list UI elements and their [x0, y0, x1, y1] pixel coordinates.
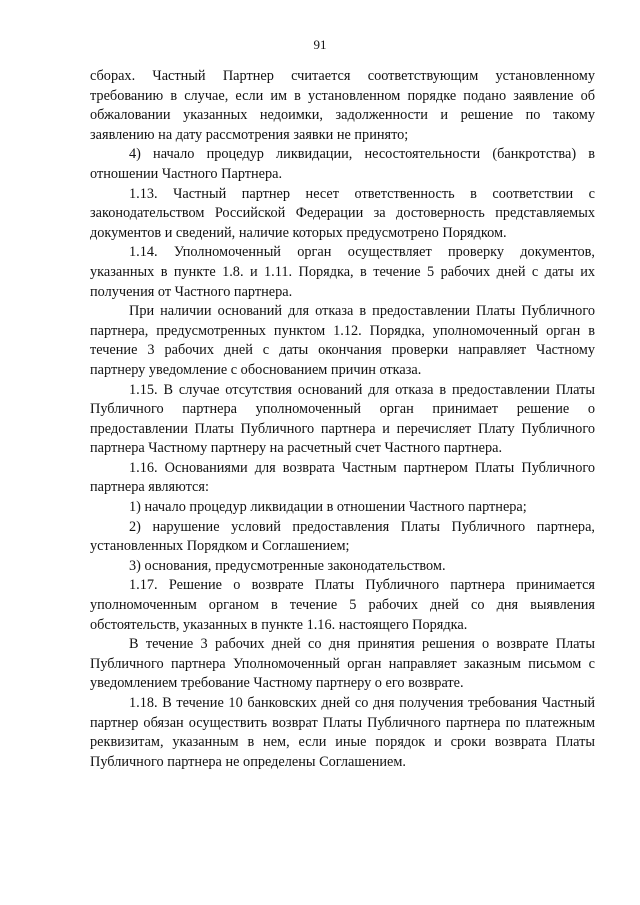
- paragraph-1-13: 1.13. Частный партнер несет ответственность в соответствии с законодательством Российской Федерации за достоверность представляемых документов и сведений, наличие которых предусмотрено Порядком.: [90, 185, 595, 241]
- paragraph-ground-2: 2) нарушение условий предоставления Платы Публичного партнера, установленных Порядком и Соглашением;: [90, 518, 595, 555]
- paragraph-1-16: 1.16. Основаниями для возврата Частным партнером Платы Публичного партнера являются:: [90, 459, 595, 496]
- paragraph-1-15: 1.15. В случае отсутствия оснований для отказа в предоставлении Платы Публичного партнера уполномоченный орган принимает решение о предоставлении Платы Публичного партнера и перечисляет Плату Публичного партнера Частному партнеру на расчетный счет Частного партнера.: [90, 381, 595, 457]
- paragraph-ground-3: 3) основания, предусмотренные законодательством.: [129, 557, 446, 574]
- paragraph-refusal: При наличии оснований для отказа в предоставлении Платы Публичного партнера, предусмотренных пунктом 1.12. Порядка, уполномоченный орган в течение 3 рабочих дней с даты окончания проверки направляет Частному партнеру уведомление с обоснованием причин отказа.: [90, 303, 595, 378]
- document-body: [90, 67, 595, 772]
- page-number: 91: [313, 37, 327, 52]
- paragraph-1-17: 1.17. Решение о возврате Платы Публичного партнера принимается уполномоченным органом в течение 5 рабочих дней со дня выявления обстоятельств, указанных в пункте 1.16. настоящего Порядка.: [90, 577, 595, 633]
- paragraph-ground-1: 1) начало процедур ликвидации в отношении Частного партнера;: [129, 499, 527, 516]
- paragraph-notice: В течение 3 рабочих дней со дня принятия решения о возврате Платы Публичного партнера Уполномоченный орган направляет заказным письмом с уведомлением требование Частному партнеру о его возврате.: [90, 636, 595, 692]
- paragraph-1-14: 1.14. Уполномоченный орган осуществляет проверку документов, указанных в пункте 1.8. и 1.11. Порядка, в течение 5 рабочих дней с даты их получения от Частного партнера.: [90, 244, 595, 300]
- paragraph-item-4: 4) начало процедур ликвидации, несостоятельности (банкротства) в отношении Частного Партнера.: [90, 146, 595, 182]
- paragraph-continuation: сборах. Частный Партнер считается соответствующим установленному требованию в случае, если им в установленном порядке подано заявление об обжаловании указанных недоимки, задолженности и решение по такому заявлению на дату рассмотрения заявки не принято;: [90, 68, 595, 143]
- paragraph-1-18: 1.18. В течение 10 банковских дней со дня получения требования Частный партнер обязан осуществить возврат Платы Публичного партнера по платежным реквизитам, указанным в нем, если иные порядок и сроки возврата Платы Публичного партнера не определены Соглашением.: [90, 695, 595, 770]
